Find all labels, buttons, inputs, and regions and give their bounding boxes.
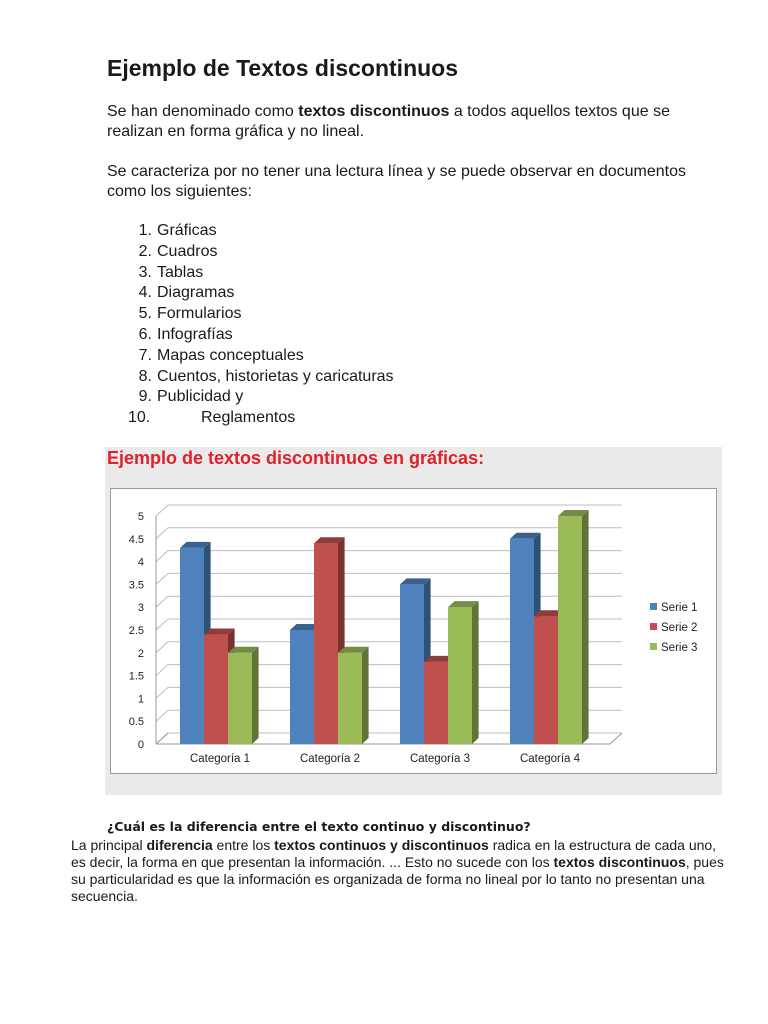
list-item-number: 6. [138, 325, 152, 343]
y-tick-label: 2 [137, 647, 144, 660]
answer-s1: La principal [71, 837, 147, 853]
answer-s5: radica en la estructura de cada uno, es decir, la forma en que presentan la información. ... Esto no sucede con los [71, 837, 717, 870]
list-item [107, 408, 507, 429]
x-tick-label: Categoría 1 [189, 753, 251, 765]
answer-s3: entre los [212, 837, 275, 853]
bar [558, 510, 589, 744]
gridline [156, 505, 622, 516]
list-item-text: Mapas conceptuales [157, 346, 304, 364]
intro-text-a: Se han denominado como [107, 103, 299, 120]
list-item-number: 9. [138, 388, 152, 406]
chart-heading: Ejemplo de textos discontinuos en gráficas: [107, 448, 485, 468]
list-item-text: Tablas [157, 263, 204, 281]
list-item-number: 10. [128, 409, 151, 427]
answer-s6: textos discontinuos [553, 854, 686, 870]
answer-paragraph [71, 837, 731, 905]
list-item-text: Reglamentos [201, 409, 296, 427]
list-item [107, 304, 507, 325]
bar-chart [110, 488, 717, 774]
page-title: Ejemplo de Textos discontinuos [107, 55, 459, 81]
list-item-number: 4. [138, 284, 152, 302]
floor-edge [156, 733, 168, 744]
intro-paragraph [107, 102, 717, 142]
legend-entry: Serie 2 [661, 622, 698, 634]
list-item [107, 221, 507, 242]
bar [448, 601, 479, 744]
list-item-number: 2. [138, 242, 152, 260]
gridline [156, 528, 622, 539]
legend-swatch [650, 643, 657, 650]
gridline [156, 596, 622, 607]
document-types-list [107, 221, 507, 429]
y-tick-label: 3 [137, 602, 144, 615]
y-tick-label: 0.5 [128, 716, 144, 729]
answer-s4: textos continuos y discontinuos [274, 837, 489, 853]
list-item-text: Cuadros [157, 242, 218, 260]
intro-text-c: a todos aquellos textos que se realizan en forma gráfica y no lineal. [107, 103, 670, 140]
list-item [107, 387, 507, 408]
legend-swatch [650, 603, 657, 610]
legend-entry: Serie 3 [661, 642, 698, 654]
y-tick-label: 4 [137, 556, 144, 569]
y-tick-label: 1 [137, 693, 144, 706]
list-item [107, 283, 507, 304]
y-tick-label: 2.5 [128, 625, 144, 637]
list-item-text: Cuentos, historietas y caricaturas [157, 367, 394, 385]
x-tick-label: Categoría 4 [519, 753, 581, 765]
y-tick-label: 0 [137, 739, 144, 751]
list-item [107, 242, 507, 263]
y-tick-label: 4.5 [128, 533, 144, 546]
list-item-number: 5. [138, 305, 152, 323]
gridline [156, 551, 622, 562]
list-item [107, 263, 507, 284]
intro-text-bold: textos discontinuos [298, 103, 450, 120]
question-heading: ¿Cuál es la diferencia entre el texto continuo y discontinuo? [107, 819, 531, 834]
characteristics-paragraph: Se caracteriza por no tener una lectura línea y se puede observar en documentos como los siguientes: [107, 163, 687, 200]
list-item-text: Formularios [157, 305, 242, 323]
x-tick-label: Categoría 3 [409, 753, 471, 765]
list-item-text: Diagramas [157, 284, 235, 302]
list-item [107, 325, 507, 346]
answer-s2: diferencia [146, 837, 213, 853]
list-item-number: 8. [138, 367, 152, 385]
y-tick-label: 3.5 [128, 579, 144, 592]
list-item-number: 3. [138, 263, 152, 281]
gridline [156, 573, 622, 584]
x-tick-label: Categoría 2 [299, 753, 361, 765]
list-item-number: 7. [138, 346, 152, 364]
list-item [107, 367, 507, 388]
bar [338, 647, 369, 744]
y-tick-label: 1.5 [128, 670, 144, 683]
bar [228, 647, 259, 744]
list-item [107, 346, 507, 367]
answer-s7: , pues su particularidad es que la información es organizada de forma no lineal por lo tanto no presentan una secuencia. [71, 854, 724, 904]
list-item-number: 1. [138, 222, 152, 239]
list-item-text: Infografías [157, 325, 233, 343]
legend-entry: Serie 1 [661, 602, 698, 614]
list-item-text: Gráficas [157, 222, 217, 239]
list-item-text: Publicidad y [157, 388, 244, 406]
y-tick-label: 5 [137, 511, 144, 523]
legend-swatch [650, 623, 657, 630]
